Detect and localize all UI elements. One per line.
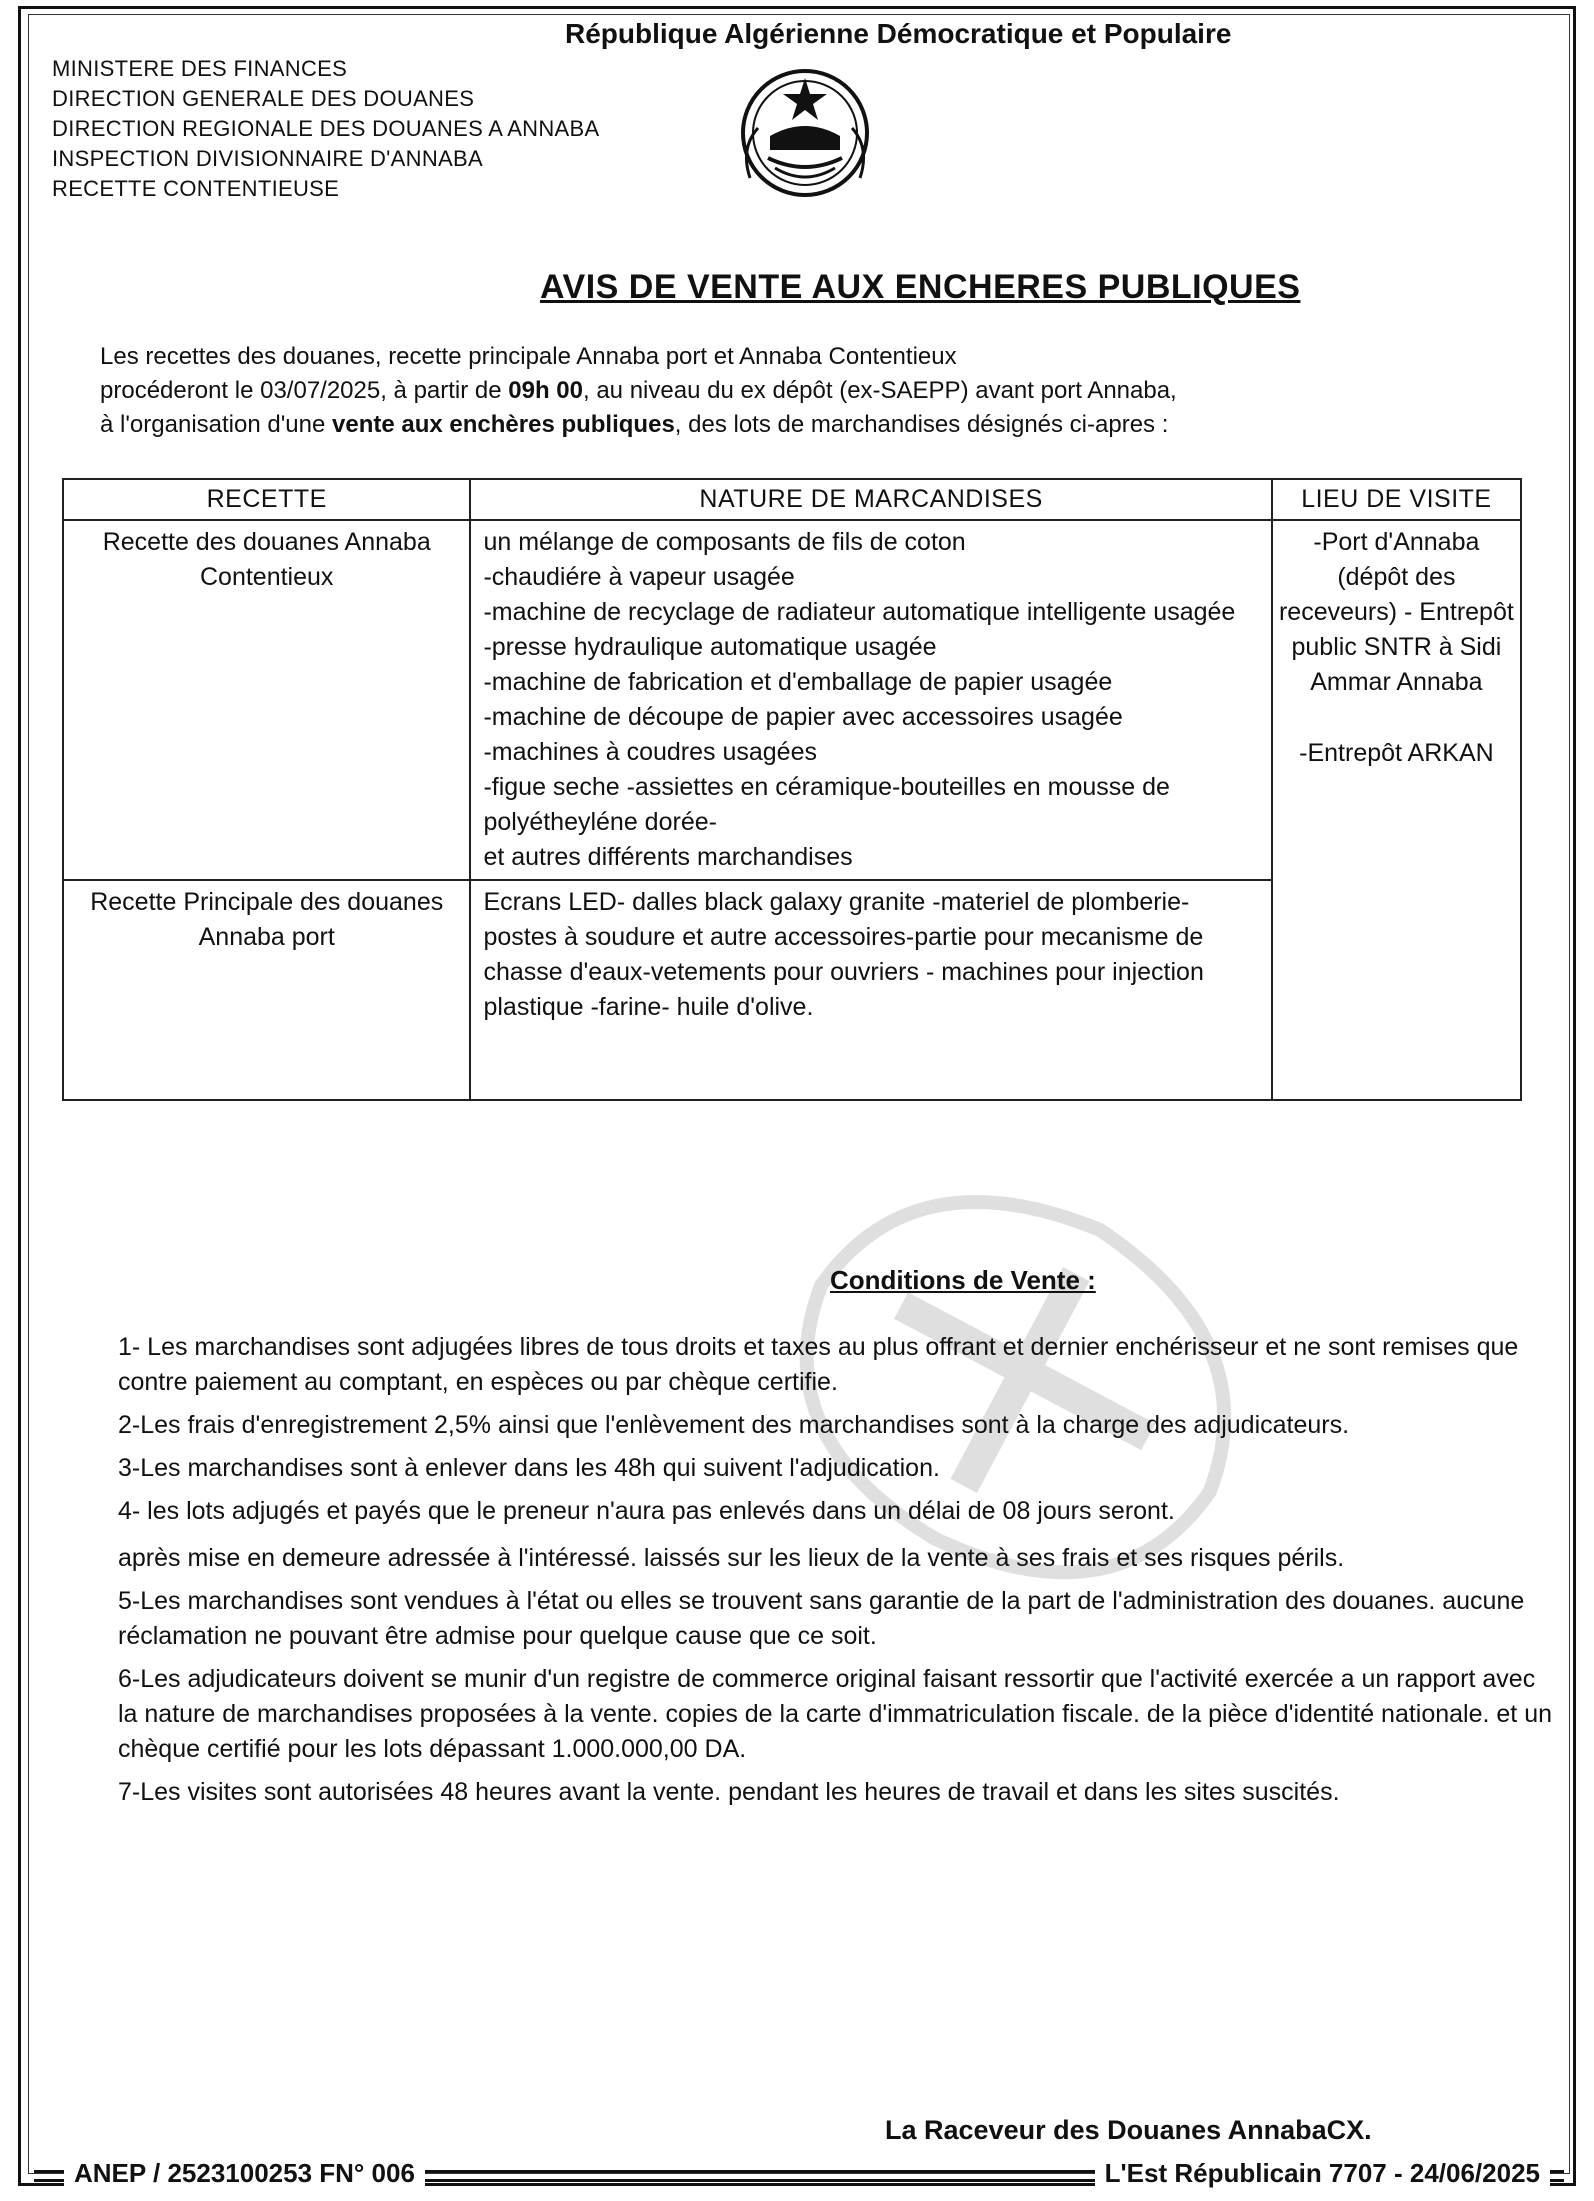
nature-cell	[470, 520, 1271, 880]
ministry-line: DIRECTION REGIONALE DES DOUANES A ANNABA	[52, 116, 600, 141]
intro-line: à l'organisation d'une vente aux enchères publiques, des lots de marchandises désignés ci-apres :	[100, 411, 1169, 438]
ministry-line: MINISTERE DES FINANCES	[52, 56, 348, 81]
intro-paragraph	[100, 340, 1540, 442]
nature-item: -figue seche -assiettes en céramique-bouteilles en mousse de polyétheyléne dorée-	[483, 773, 1170, 836]
nature-item: -machine de fabrication et d'emballage de papier usagée	[483, 668, 1113, 696]
table-row	[63, 520, 1521, 880]
nature-cell: Ecrans LED- dalles black galaxy granite -materiel de plomberie-postes à soudure et autre accessoires-partie pour mecanisme de chasse d'eaux-vetements pour ouvriers - machines pour injection plastique -farine- huile d'olive.	[470, 880, 1271, 1100]
nature-item: -presse hydraulique automatique usagée	[483, 633, 937, 661]
condition-item: 2-Les frais d'enregistrement 2,5% ainsi que l'enlèvement des marchandises sont à la charge des adjudicateurs.	[118, 1411, 1350, 1439]
table-header: LIEU DE VISITE	[1272, 479, 1521, 520]
footer	[34, 2152, 1564, 2196]
notice-title: AVIS DE VENTE AUX ENCHERES PUBLIQUES	[540, 268, 1301, 306]
signature: La Raceveur des Douanes AnnabaCX.	[885, 2115, 1372, 2145]
intro-line: Les recettes des douanes, recette principale Annaba port et Annaba Contentieux	[100, 343, 957, 370]
table-header: RECETTE	[63, 479, 470, 520]
condition-item: 4- les lots adjugés et payés que le preneur n'aura pas enlevés dans un délai de 08 jours seront.	[118, 1497, 1175, 1525]
ministry-line: INSPECTION DIVISIONNAIRE D'ANNABA	[52, 146, 483, 171]
lieu-port: -Port d'Annaba (dépôt des receveurs) - Entrepôt public SNTR à Sidi Ammar Annaba	[1278, 528, 1514, 696]
nature-item: -machines à coudres usagées	[483, 738, 817, 766]
lieu-arkan: -Entrepôt ARKAN	[1299, 739, 1494, 767]
table-header-row	[63, 479, 1521, 520]
ministry-line: DIRECTION GENERALE DES DOUANES	[52, 86, 475, 111]
nature-item: et autres différents marchandises	[483, 843, 853, 871]
nature-item: -machine de découpe de papier avec accessoires usagée	[483, 703, 1123, 731]
footer-anep-ref: ANEP / 2523100253 FN° 006	[64, 2158, 425, 2189]
ministry-line: RECETTE CONTENTIEUSE	[52, 176, 340, 201]
table-header: NATURE DE MARCANDISES	[470, 479, 1271, 520]
condition-item: 3-Les marchandises sont à enlever dans les 48h qui suivent l'adjudication.	[118, 1454, 940, 1482]
condition-item: 1- Les marchandises sont adjugées libres de tous droits et taxes au plus offrant et dernier enchérisseur et ne sont remises que contre paiement au comptant, en espèces ou par chèque certifie.	[118, 1333, 1519, 1396]
nature-item: -machine de recyclage de radiateur automatique intelligente usagée	[483, 598, 1236, 626]
sale-type: vente aux enchères publiques	[332, 411, 675, 438]
nature-item: -chaudiére à vapeur usagée	[483, 563, 795, 591]
intro-line: procéderont le 03/07/2025, à partir de 09h 00, au niveau du ex dépôt (ex-SAEPP) avant port Annaba,	[100, 377, 1177, 404]
recette-cell: Recette des douanes Annaba Contentieux	[63, 520, 470, 880]
footer-publication: L'Est Républicain 7707 - 24/06/2025	[1095, 2158, 1550, 2189]
nature-item: un mélange de composants de fils de coton	[483, 528, 966, 556]
sale-time: 09h 00	[508, 377, 583, 404]
republic-heading: République Algérienne Démocratique et Populaire	[565, 18, 1232, 49]
conditions-list	[118, 1330, 1558, 1818]
condition-item: 7-Les visites sont autorisées 48 heures avant la vente. pendant les heures de travail et dans les sites suscités.	[118, 1778, 1340, 1806]
condition-item: après mise en demeure adressée à l'intéressé. laissés sur les lieux de la vente à ses frais et ses risques périls.	[118, 1544, 1345, 1572]
lieu-cell	[1272, 520, 1521, 1100]
recette-cell: Recette Principale des douanes Annaba port	[63, 880, 470, 1100]
conditions-title: Conditions de Vente :	[830, 1265, 1096, 1295]
lots-table	[62, 478, 1522, 1101]
condition-item: 5-Les marchandises sont vendues à l'état ou elles se trouvent sans garantie de la part de l'administration des douanes. aucune réclamation ne pouvant être admise pour quelque cause que ce soit.	[118, 1587, 1525, 1650]
condition-item: 6-Les adjudicateurs doivent se munir d'un registre de commerce original faisant ressortir que l'activité exercée a un rapport avec la nature de marchandises proposées à la vente. copies de la carte d'immatriculation fiscale. de la pièce d'identité nationale. et un chèque certifié pour les lots dépassant 1.000.000,00 DA.	[118, 1665, 1553, 1763]
algeria-emblem-icon	[730, 58, 880, 208]
ministry-block	[52, 54, 599, 204]
